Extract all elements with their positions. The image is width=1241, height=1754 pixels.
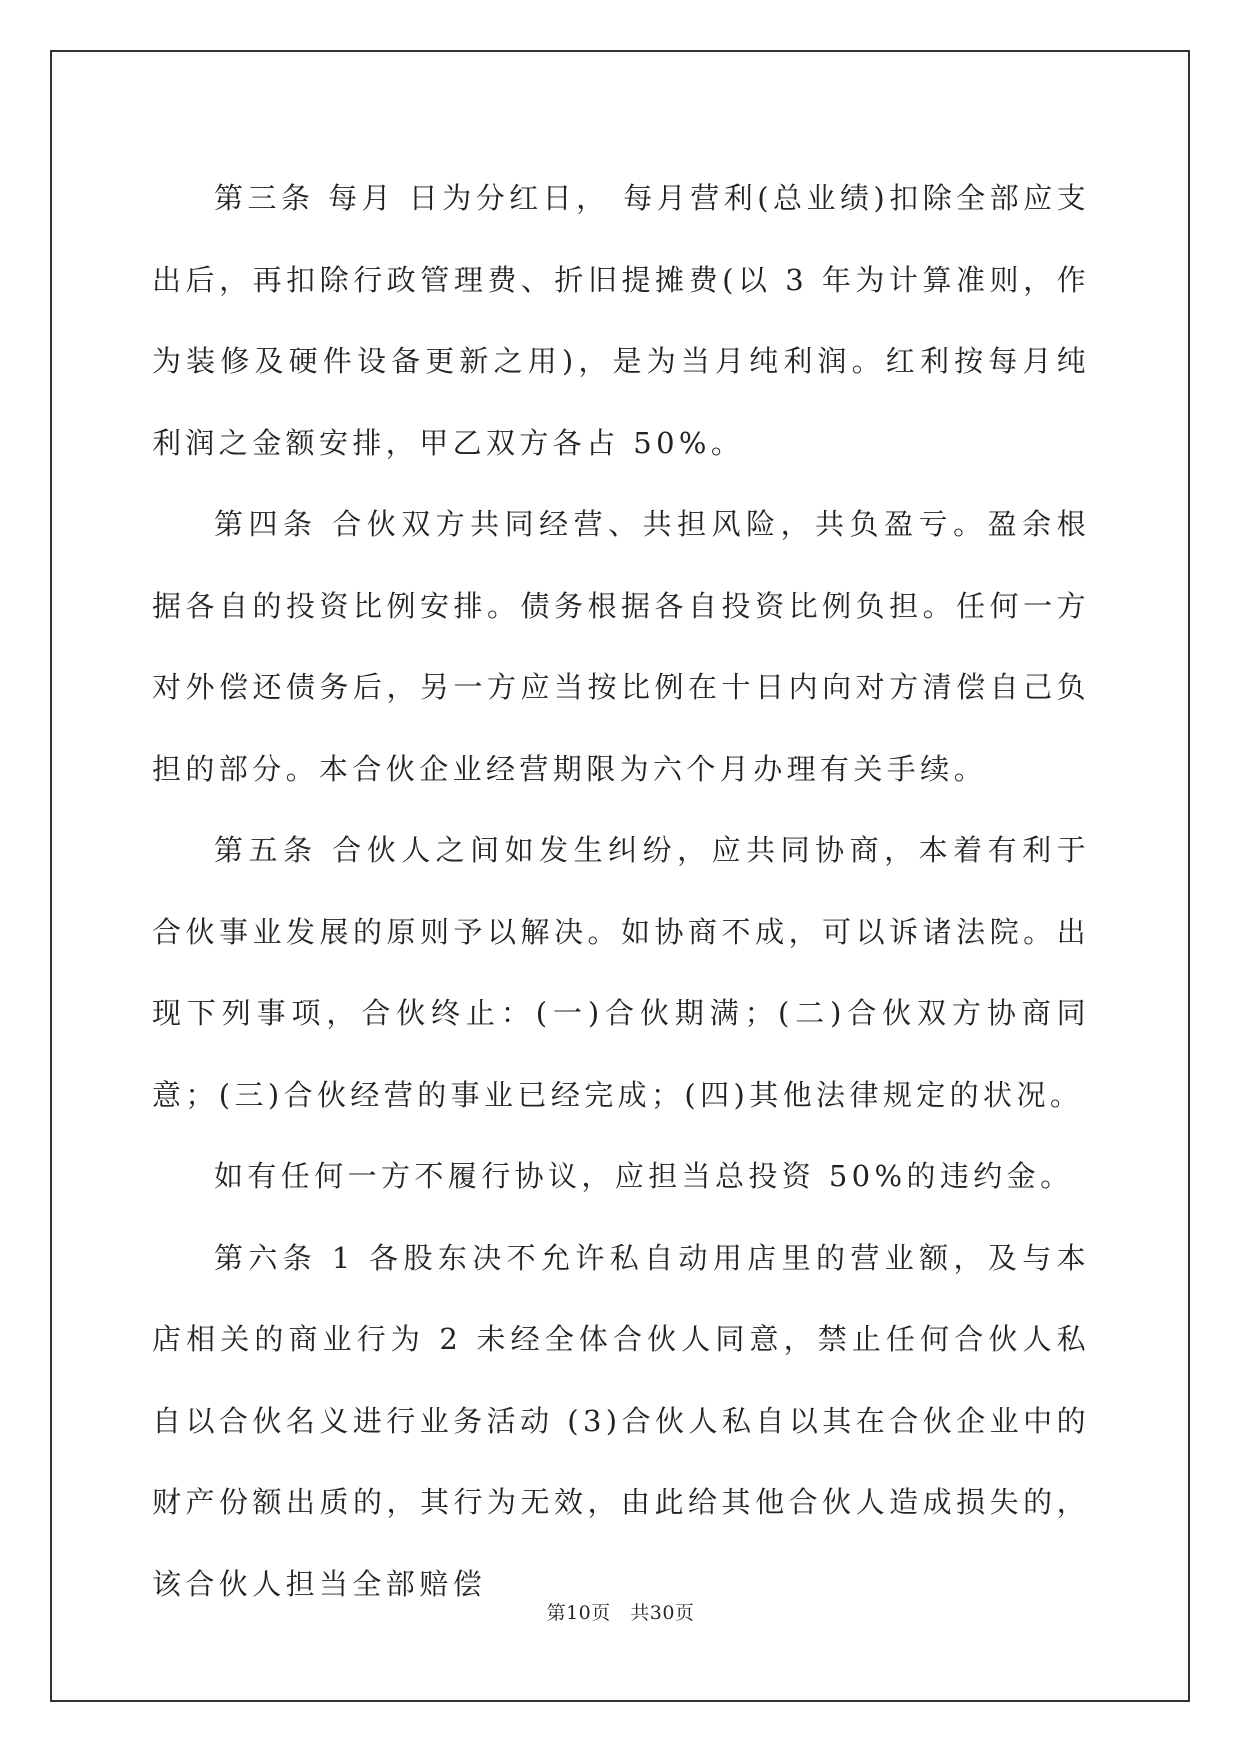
paragraph-article-5: 第五条 合伙人之间如发生纠纷，应共同协商，本着有利于合伙事业发展的原则予以解决。如协商不成，可以诉诸法院。出现下列事项，合伙终止：(一)合伙期满；(二)合伙双方协商同意；(三)合伙经营的事业已经完成；(四)其他法律规定的状况。 xyxy=(152,833,1090,1112)
document-body xyxy=(152,158,1090,1625)
paragraph-article-4: 第四条 合伙双方共同经营、共担风险，共负盈亏。盈余根据各自的投资比例安排。债务根据各自投资比例负担。任何一方对外偿还债务后，另一方应当按比例在十日内向对方清偿自己负担的部分。本合伙企业经营期限为六个月办理有关手续。 xyxy=(152,507,1090,786)
paragraph-breach-penalty: 如有任何一方不履行协议，应担当总投资 50%的违约金。 xyxy=(214,1159,1074,1193)
paragraph-article-3: 第三条 每月 日为分红日， 每月营利(总业绩)扣除全部应支出后，再扣除行政管理费、折旧提摊费(以 3 年为计算准则，作为装修及硬件设备更新之用)，是为当月纯利润。红利按每月纯利润之金额安排，甲乙双方各占 50%。 xyxy=(152,181,1090,460)
page-footer: 第10页 共30页 xyxy=(546,1602,695,1624)
paragraph-article-6: 第六条 1 各股东决不允许私自动用店里的营业额，及与本店相关的商业行为 2 未经全体合伙人同意，禁止任何合伙人私自以合伙名义进行业务活动 (3)合伙人私自以其在合伙企业中的财产份额出质的，其行为无效，由此给其他合伙人造成损失的，该合伙人担当全部赔偿 xyxy=(152,1240,1090,1601)
